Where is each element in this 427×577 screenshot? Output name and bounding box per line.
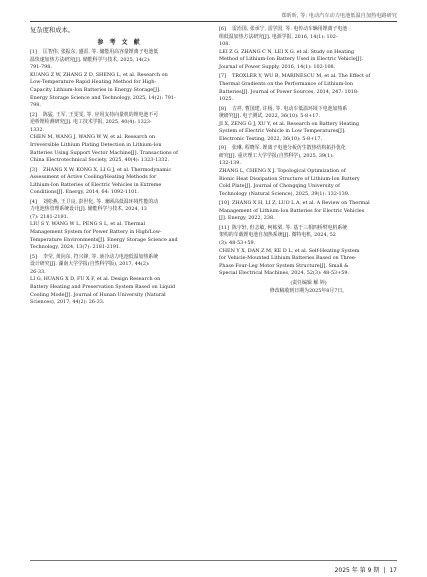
reference-number: [4] (30, 198, 37, 205)
reference-item (30, 199, 209, 252)
reference-text-line: 雷治国, 张承宁, 雷学国, 等. 电传动车辆用锂离子电池 (232, 26, 348, 32)
reference-text-line: 1025. (219, 96, 234, 103)
reference-text-line: 温快速加热方法研究[J]. 储能科学与技术, 2025, 14(2): (30, 56, 151, 63)
two-column-body (30, 26, 398, 309)
reference-text-line: KUANG Z W, ZHANG Z D, SHENG L, et al. Research on (30, 71, 168, 78)
reference-text-line: Special Electrical Machines, 2024, 52(3): 48-53+59. (219, 270, 350, 277)
reference-text-line: 组低温加热方法研究[J]. 电源学报, 2016, 14(1): 102- (219, 33, 338, 40)
reference-text-line: 力电池热管理系统设计[J]. 储能科学与技术, 2024, 13 (30, 206, 147, 213)
reference-item (30, 112, 209, 165)
reference-number: [7] (219, 73, 226, 80)
reference-text-line: Electronic Testing, 2022, 36(10): 5-8+17. (219, 135, 322, 142)
reference-item (219, 225, 398, 278)
page-number: 17 (389, 567, 397, 574)
reference-text-line: CHEN Y X, DAN Z M, KE D L, et al. Self-Heating System (219, 247, 360, 254)
reference-number: [2] (30, 111, 37, 118)
reference-text-line: 研究[J]. 重庆理工大学学报(自然科学), 2025, 39(1): (219, 152, 334, 159)
reference-text-line: 逆析锂检测研究[J]. 电工技术学报, 2025, 40(4): 1323- (30, 119, 152, 126)
header-rule (30, 21, 397, 22)
reference-text-line: Journal of Power Supply, 2016, 14(1): 102-108. (219, 63, 336, 70)
reference-number: [10] (219, 200, 230, 207)
reference-number: [3] (30, 166, 37, 173)
reference-text-line: 26-33. (30, 268, 46, 275)
received-date-note: 修改稿收到日期为2025年8月7日。 (269, 288, 348, 295)
reference-item (219, 106, 398, 144)
reference-text-line: 刘松燕, 王卫良, 彭世化, 等. 兼顾高低温环境性能的动 (43, 198, 159, 205)
reference-text-line: Phase Four-Leg Motor System Structure[J]. Small & (219, 262, 349, 269)
issue-label: 2025 年 第 9 期 (334, 567, 380, 574)
reference-number: [5] (30, 253, 37, 260)
references-heading: 参 考 文 献 (97, 39, 142, 46)
reference-number: [9] (219, 145, 226, 152)
reference-number: [8] (219, 105, 226, 112)
editor-note: (责任编辑 解 婷) (290, 279, 327, 286)
left-column (30, 26, 209, 309)
reference-item (219, 145, 398, 198)
reference-text-line: Conditions[J]. Energy, 2014, 64: 1092-1101. (30, 189, 139, 196)
reference-text-line: 张琳, 程晓军. 锂离子电池分板仿生散热结构拓扑优化 (232, 145, 346, 152)
reference-item (219, 200, 398, 223)
reference-item (30, 49, 209, 110)
reference-text-line: 798. (30, 102, 41, 109)
reference-text-line: 设计研究[J]. 湖南大学学报(自然科学版), 2017, 44(2): (30, 261, 150, 268)
reference-text-line: TROXLER Y, WU B, MARINESCU M, et al. The Effect of (232, 73, 371, 80)
reference-text-line: 791-798. (30, 64, 52, 71)
reference-text-line: 架构的车载锂电池自加热系统[J]. 微特电机, 2024, 52 (219, 232, 336, 239)
reference-text-line: CHEN M, WANG J, WANG W W, et al. Research on (30, 134, 156, 141)
reference-text-line: Energy Storage Science and Technology, 2025, 14(2): 791- (30, 94, 176, 101)
reference-text-line: Thermal Gradients on the Performance of Lithium-Ion (219, 80, 354, 87)
reference-text-line: Technology, 2024, 13(7): 2181-2191. (30, 244, 121, 251)
reference-text-line: 108. (219, 41, 230, 48)
reference-number: [11] (219, 224, 230, 231)
footer-separator: | (383, 567, 386, 574)
reference-text-line: [J]. Energy, 2022, 238. (219, 215, 275, 222)
reference-text-line: Cold Plate[J]. Journal of Chongqing University of (219, 183, 340, 190)
reference-item (30, 254, 209, 307)
reference-text-line: JI X, ZENG G J, XU Y, et al. Research on Battery Heating (219, 120, 360, 127)
reference-text-line: China Electrotechnical Society, 2025, 40(4): 1323-1332. (30, 157, 170, 164)
reference-text-line: (7): 2181-2191. (30, 213, 69, 220)
reference-text-line: 匡智伟, 张振东, 盛雷, 等. 储能用高容量锂离子电池低 (43, 49, 159, 55)
reference-item (219, 26, 398, 72)
page-footer (335, 565, 397, 574)
reference-text-line: LEI Z G, ZHANG C N, LEI X G, et al. Study on Heating (219, 48, 355, 55)
reference-text-line: 统研究[J]. 电子测试, 2022, 36(10): 5-8+17. (219, 113, 321, 120)
reference-text-line: Irreversible Lithium Plating Detection in Lithium-Ion (30, 141, 162, 148)
reference-text-line: Technology (Natural Science), 2025, 39(1): 132-139. (219, 190, 350, 197)
reference-item (219, 73, 398, 103)
reference-text-line: Bionic Heat Dissipation Structure of Lithium-Ion Battery (219, 175, 360, 182)
reference-text-line: 陈猛, 王军, 王雯雯, 等. 应用支持向量机的锂电池不可 (43, 111, 159, 118)
reference-text-line: Lithium-Ion Batteries of Electric Vehicles in Extreme (30, 181, 162, 188)
reference-text-line: 陈宇轩, 但志敏, 柯栋梁, 等. 基于三相四桥臂电机系统 (232, 224, 348, 231)
reference-list-left (30, 49, 209, 307)
reference-text-line: LIU S Y, WANG W L, PENG S L, et al. Thermal (30, 221, 146, 228)
running-header: 郑昕昕, 等: 电动汽车动力电池低温自加热电路研究 (281, 13, 397, 19)
reference-text-line: ZHANG X W, KONG X, LI G J, et al. Thermodynamic (43, 166, 172, 173)
reference-text-line: 132-139. (219, 160, 241, 167)
reference-text-line: Management System for Power Battery in High/Low- (30, 229, 162, 236)
reference-text-line: Cooling Mode[J]. Journal of Hunan University (Natural (30, 291, 166, 298)
reference-text-line: Method of Lithium-Ion Battery Used in Electric Vehicle[J]. (219, 56, 364, 63)
reference-text-line: System of Electric Vehicle in Low Temperatures[J]. (219, 128, 346, 135)
reference-text-line: (3): 48-53+59. (219, 240, 256, 247)
reference-text-line: Temperature Environments[J]. Energy Storage Science and (30, 236, 178, 243)
lead-text: 复杂度和成本。 (30, 27, 75, 34)
footer-rule (30, 560, 397, 561)
reference-text-line: ZHANG L, CHENG X J. Topological Optimization of (219, 168, 346, 175)
reference-number: [1] (30, 49, 37, 55)
reference-text-line: Assessment of Active Cooling/Heating Methods for (30, 174, 157, 181)
reference-text-line: Batteries Using Support Vector Machine[J]. Transactions of (30, 149, 178, 156)
reference-item (30, 167, 209, 197)
reference-text-line: Capacity Lithium-Ion Batteries in Energy Storage[J]. (30, 86, 161, 93)
reference-text-line: Management of Lithium-Ion Batteries for Electric Vehicles (219, 207, 365, 214)
right-column (219, 26, 398, 309)
reference-text-line: Sciences), 2017, 44(2): 26-33. (30, 299, 105, 306)
reference-text-line: 1332. (30, 126, 45, 133)
reference-text-line: Batteries[J]. Journal of Power Sources, 2014, 247: 1018- (219, 88, 359, 95)
reference-text-line: 李莹, 黄向东, 符兴锋, 等. 液冷动力电池低温加热系统 (43, 253, 159, 260)
reference-text-line: 吉祥, 曹国建, 许杨, 等. 电动车低温环境下电池加热系 (232, 105, 348, 112)
reference-text-line: Low-Temperature Rapid Heating Method for High- (30, 79, 157, 86)
reference-list-right (219, 26, 398, 278)
reference-text-line: ZHANG X H, LI Z, LUO L A, et al. A Review on Thermal (232, 200, 370, 207)
reference-text-line: LI G, HUANG X D, FU X F, et al. Design Research on (30, 276, 161, 283)
reference-text-line: for Vehicle-Mounted Lithium Batteries Based on Three- (219, 255, 357, 262)
reference-number: [6] (219, 26, 226, 32)
reference-text-line: Battery Heating and Preservation System Based on Liquid (30, 284, 176, 290)
